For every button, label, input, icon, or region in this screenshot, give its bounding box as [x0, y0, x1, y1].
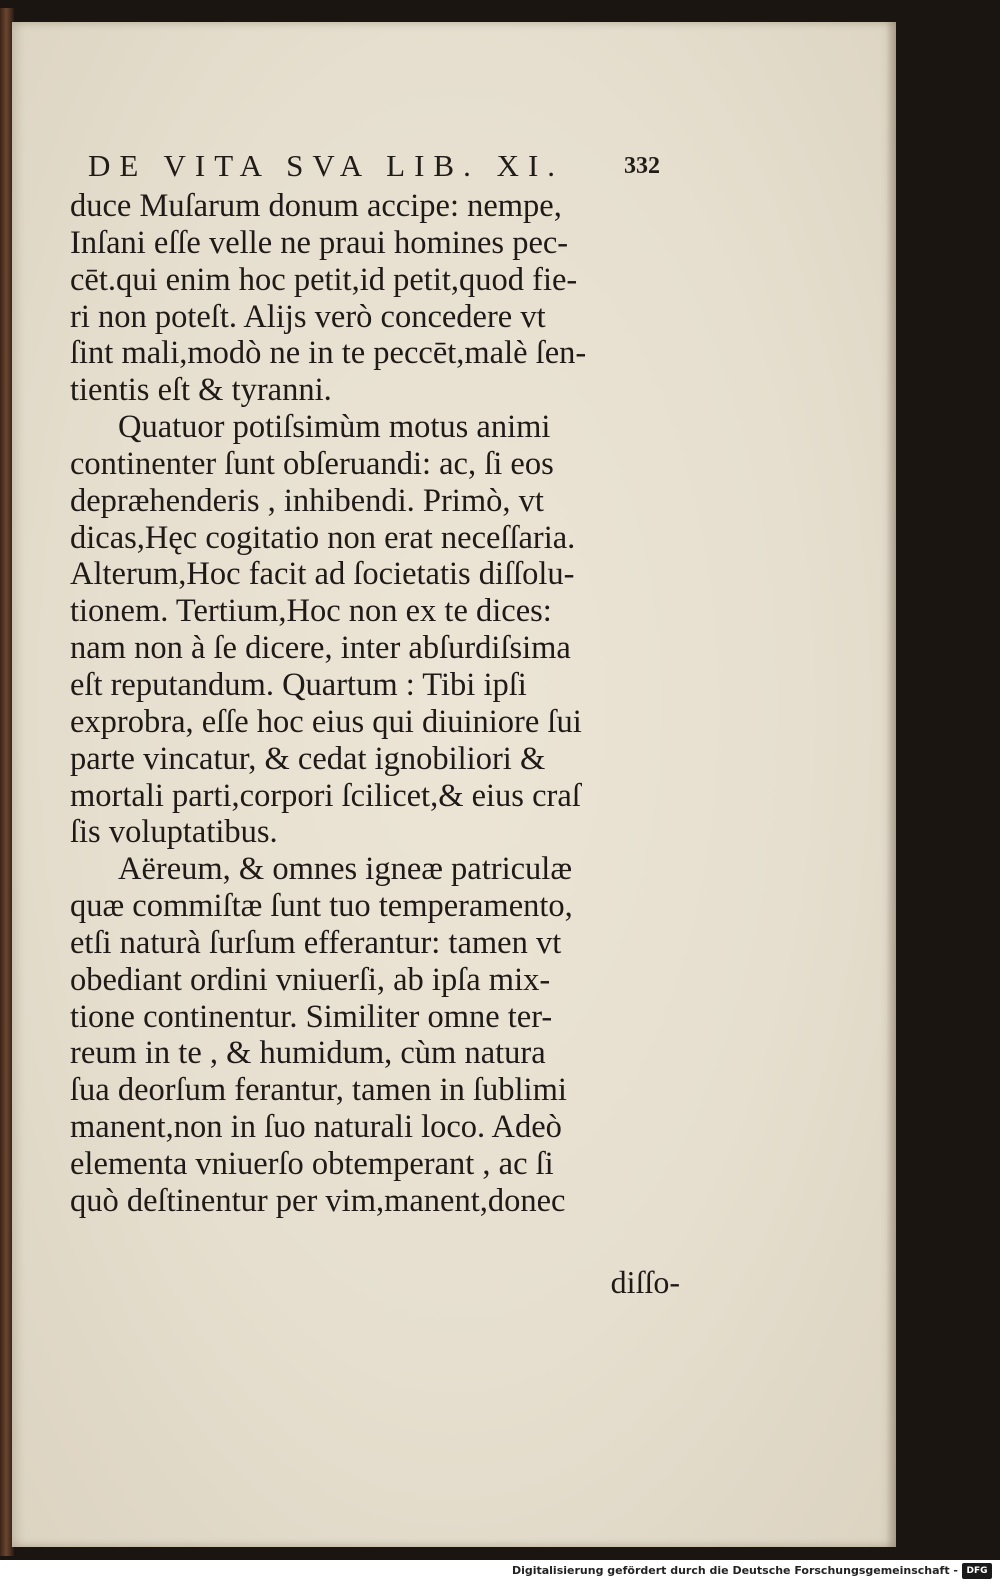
text-line: quò deſtinentur per vim,manent,donec	[70, 1182, 566, 1219]
text-line: cēt.qui enim hoc petit,id petit,quod fie-	[70, 261, 578, 298]
page-gutter-shadow	[886, 22, 896, 1547]
text-line: tientis eſt & tyranni.	[70, 372, 332, 409]
text-line: manent,non in ſuo naturali loco. Adeò	[70, 1109, 562, 1146]
footer-credit-text: Digitalisierung gefördert durch die Deutsche Forschungsgemeinschaft -	[511, 1564, 958, 1577]
text-line: duce Muſarum donum accipe: nempe,	[70, 188, 562, 224]
text-line: exprobra, eſſe hoc eius qui diuiniore ſui	[70, 703, 582, 740]
dfg-logo: DFG	[962, 1563, 992, 1579]
text-line: mortali parti,corpori ſcilicet,& eius craſ	[70, 777, 581, 814]
text-line: quæ commiſtæ ſunt tuo temperamento,	[70, 888, 573, 925]
text-line: Alterum,Hoc facit ad ſocietatis diſſolu-	[70, 556, 575, 593]
text-line: parte vincatur, & cedat ignobiliori &	[70, 740, 546, 777]
text-line: obediant ordini vniuerſi, ab ipſa mix-	[70, 961, 551, 998]
running-head-title: DE VITA SVA LIB. XI.	[88, 148, 565, 183]
page-number: 332	[624, 153, 660, 179]
digitization-footer	[0, 1560, 1000, 1583]
text-line: dicas,Hęc cogitatio non erat neceſſaria.	[70, 519, 576, 556]
text-line: etſi naturà ſurſum efferantur: tamen vt	[70, 924, 562, 961]
text-line: tione continentur. Similiter omne ter-	[70, 998, 553, 1035]
catchword-row	[70, 1262, 680, 1302]
text-line: ſint mali,modò ne in te peccēt,malè ſen-	[70, 335, 587, 372]
text-line: ſis voluptatibus.	[70, 814, 278, 851]
text-line: nam non à ſe dicere, inter abſurdiſsima	[70, 630, 571, 667]
text-line: Aëreum, & omnes igneæ patriculæ	[118, 851, 573, 888]
text-line: reum in te , & humidum, cùm natura	[70, 1035, 546, 1072]
text-line: ri non poteſt. Alijs verò concedere vt	[70, 298, 546, 335]
text-line: depræhenderis , inhibendi. Primò, vt	[70, 482, 544, 519]
text-line: tionem. Tertium,Hoc non ex te dices:	[70, 593, 552, 630]
body-text	[70, 188, 670, 1220]
text-line: eſt reputandum. Quartum : Tibi ipſi	[70, 666, 527, 703]
text-line: ſua deorſum ferantur, tamen in ſublimi	[70, 1072, 567, 1109]
running-head	[70, 144, 660, 188]
catchword: diſſo-	[610, 1264, 680, 1300]
text-line: continenter ſunt obſeruandi: ac, ſi eos	[70, 445, 554, 482]
text-line: elementa vniuerſo obtemperant , ac ſi	[70, 1145, 554, 1182]
text-line: Inſani eſſe velle ne praui homines pec-	[70, 224, 569, 261]
text-line: Quatuor potiſsimùm motus animi	[118, 409, 551, 446]
